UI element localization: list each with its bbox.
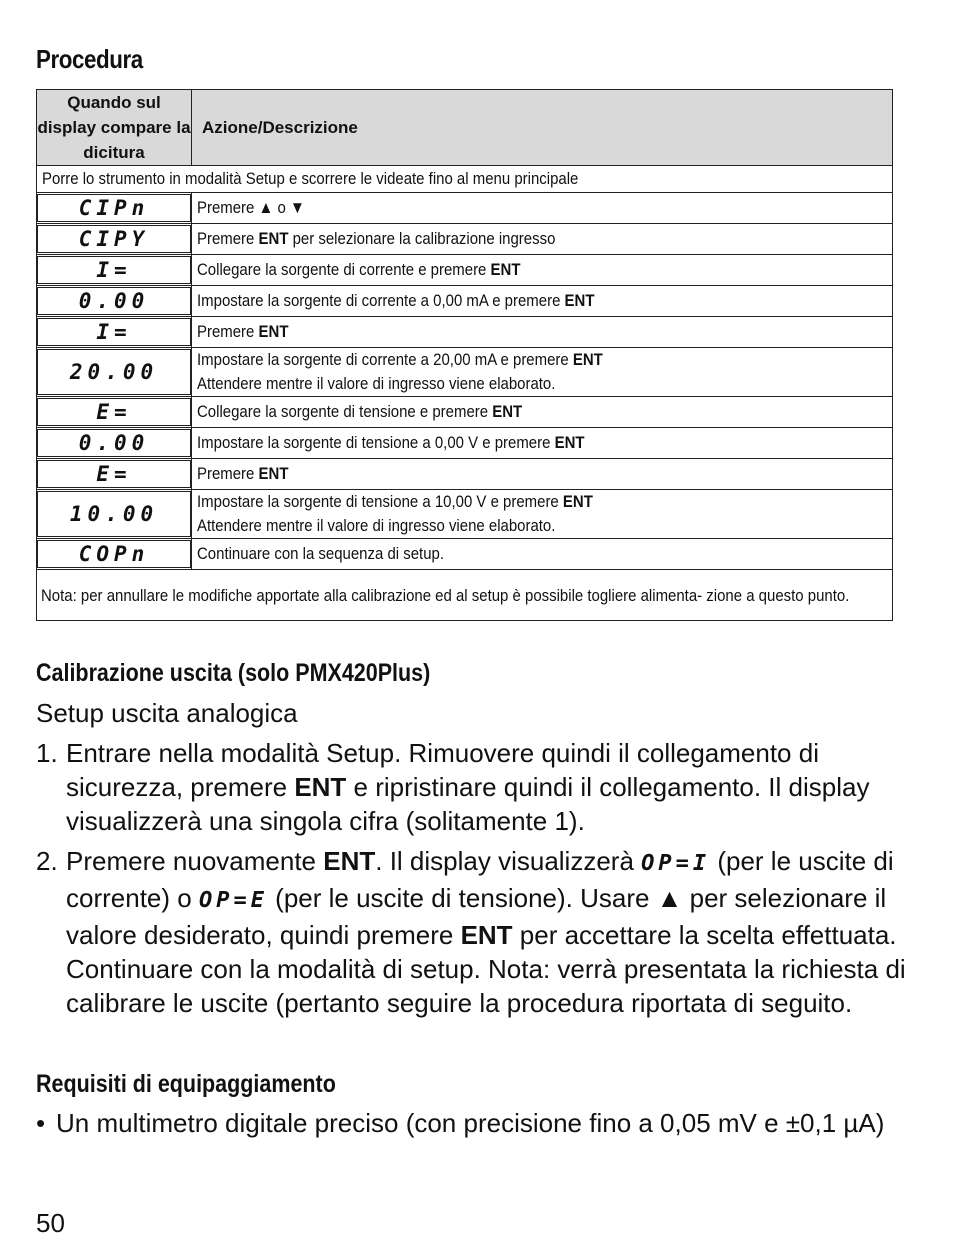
action-text [197,400,522,424]
action-text-pre: Collegare la sorgente di tensione e premere [197,402,493,421]
display-code: COPn [78,542,150,566]
ent-key-label: ENT [258,322,289,341]
action-text-pre: Impostare la sorgente di tensione a 0,00 V e premere [197,433,555,452]
ent-key-label: ENT [323,846,376,876]
table-row [37,255,893,286]
table-row [37,490,893,539]
display-code: 10.00 [69,502,159,526]
table-header-row [37,90,893,166]
calibration-procedure-table [36,89,893,621]
header-display-column: Quando sul display compare la dicitura [37,90,192,166]
step-2-text-a: Premere nuovamente [66,846,324,876]
action-text-pre: Premere [197,322,259,341]
step-number: 2. [36,846,58,876]
action-text [197,490,593,514]
display-code-cell [37,286,192,317]
display-code: 20.00 [69,360,159,384]
intro-text: Porre lo strumento in modalità Setup e scorrere le videate fino al menu principale [42,169,579,188]
note-text: Nota: per annullare le modifiche apportate alla calibrazione ed al setup è possibile togliere alimenta- zione a questo punto. [41,585,850,605]
step-number: 1. [36,738,58,768]
list-item-step-2 [36,844,926,1020]
ent-key-label: ENT [562,492,593,511]
action-description-cell [192,397,893,428]
display-code-cell [37,317,192,348]
display-code: 0.00 [78,289,150,313]
ent-key-label: ENT [490,260,521,279]
section-title-requisiti: Requisiti di equipaggiamento [36,1070,336,1098]
ent-key-label: ENT [460,920,513,950]
step-2-text-b: . Il display visualizzerà [375,846,642,876]
section-title-procedura: Procedura [36,44,143,74]
display-code: E= [96,400,132,424]
action-text-pre: Collegare la sorgente di corrente e premere [197,260,491,279]
display-code: I= [96,320,132,344]
header-action-column: Azione/Descrizione [192,90,893,166]
action-text-pre: Premere [197,229,259,248]
display-code-current: OP=I [641,851,711,876]
table-row [37,459,893,490]
action-description-cell [192,286,893,317]
ent-key-label: ENT [492,402,523,421]
display-code: CIPn [78,196,150,220]
step-2-text-e: per accettare la scelta effettuata. Continuare con la modalità di setup. Nota: verrà presentata la richiesta di calibrare le uscite (pertanto seguire la procedura riportata di seguito. [66,920,906,1018]
action-description-cell [192,428,893,459]
display-code-cell [37,348,192,397]
display-code: 0.00 [78,431,150,455]
display-code-voltage: OP=E [198,888,268,913]
bullet-text: Un multimetro digitale preciso (con precisione fino a 0,05 mV e ±0,1 µA) [56,1108,885,1138]
action-text [197,289,594,313]
action-description-cell [192,348,893,397]
display-code-cell [37,539,192,570]
display-code-cell [37,224,192,255]
display-code-cell [37,193,192,224]
action-text-pre: Impostare la sorgente di corrente a 0,00 mA e premere [197,291,565,310]
action-text [197,462,288,486]
step-2-text-c: (per le uscite di corrente) o [66,846,894,913]
action-description-cell [192,193,893,224]
action-text-post: per selezionare la calibrazione ingresso [288,229,556,248]
action-text-line2: Attendere mentre il valore di ingresso viene elaborato. [197,374,556,393]
action-text-pre: Continuare con la sequenza di setup. [197,544,445,563]
table-row [37,348,893,397]
display-code: I= [96,258,132,282]
action-description-cell [192,317,893,348]
section-title-calibrazione-uscita: Calibrazione uscita (solo PMX420Plus) [36,659,431,687]
ent-key-label: ENT [554,433,585,452]
display-code-cell [37,459,192,490]
action-description-cell [192,255,893,286]
action-description-cell [192,459,893,490]
display-code: CIPY [78,227,150,251]
action-text [197,320,288,344]
action-text [197,542,444,566]
action-text [197,431,585,455]
ent-key-label: ENT [258,229,289,248]
action-text-pre: Premere [197,464,259,483]
bullet-mark: • [36,1108,46,1138]
table-row [37,224,893,255]
action-description-cell [192,224,893,255]
display-code-cell [37,428,192,459]
table-row [37,286,893,317]
step-1-text-a: Entrare nella modalità Setup. Rimuovere quindi il collegamento di sicurezza, premere [66,738,819,802]
table-row [37,428,893,459]
action-description-cell [192,490,893,539]
ent-key-label: ENT [564,291,595,310]
table-row [37,193,893,224]
intro-row [37,166,893,193]
table-row [37,397,893,428]
subtitle-setup-uscita: Setup uscita analogica [36,698,298,728]
list-item-step-1 [36,736,926,838]
action-text [197,258,520,282]
action-text [197,227,555,251]
ent-key-label: ENT [258,464,289,483]
ent-key-label: ENT [572,350,603,369]
display-code-cell [37,490,192,539]
action-text [197,348,603,372]
action-text [197,196,305,220]
action-text-pre: Impostare la sorgente di tensione a 10,00 V e premere [197,492,563,511]
step-2-text-d: (per le uscite di tensione). Usare ▲ per selezionare il valore desiderato, quindi premere [66,883,887,950]
action-text-pre: Impostare la sorgente di corrente a 20,00 mA e premere [197,350,573,369]
display-code-cell [37,255,192,286]
display-code: E= [96,462,132,486]
step-1-text-b: e ripristinare quindi il collegamento. Il display visualizzerà una singola cifra (solitamente 1). [66,772,870,836]
ent-key-label: ENT [294,772,347,802]
display-code-cell [37,397,192,428]
table-row [37,539,893,570]
note-row [37,570,893,621]
action-text-pre: Premere ▲ o ▼ [197,198,305,217]
table-row [37,317,893,348]
page-number: 50 [36,1208,65,1238]
action-text-line2: Attendere mentre il valore di ingresso viene elaborato. [197,516,556,535]
bullet-item-multimetro [36,1106,916,1140]
action-description-cell [192,539,893,570]
